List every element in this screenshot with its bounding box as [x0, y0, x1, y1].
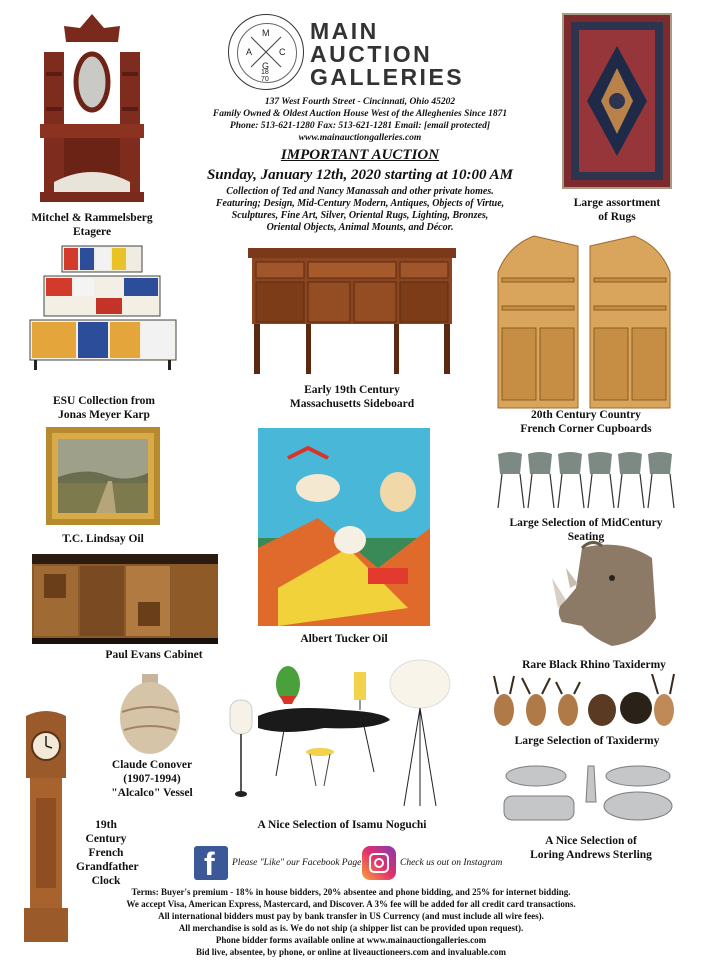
instagram-link-text[interactable]: Check us out on Instagram	[400, 858, 503, 868]
esu-shelf-photo	[28, 242, 178, 372]
cupboards-caption: 20th Century Country French Corner Cupboards	[520, 409, 652, 435]
terms-line: All merchandise is sold as is. We do not ship (a shipper list can be provided upon request).	[178, 923, 524, 933]
address: 137 West Fourth Street - Cincinnati, Ohio 45202	[264, 97, 456, 107]
conover-caption: Claude Conover (1907-1994) "Alcalco" Vessel	[111, 759, 193, 799]
featuring-line: Oriental Objects, Animal Mounts, and Décor.	[266, 222, 454, 233]
rug-photo	[561, 12, 673, 190]
featuring-line: Sculptures, Fine Art, Silver, Oriental Rugs, Lighting, Bronzes,	[231, 210, 489, 221]
tucker-caption: Albert Tucker Oil	[300, 633, 388, 645]
seating-caption: Large Selection of MidCentury Seating	[509, 517, 663, 543]
rugs-caption: Large assortment of Rugs	[573, 197, 661, 223]
instagram-icon[interactable]	[362, 846, 396, 880]
logo-letter: C	[279, 47, 286, 57]
conover-vessel-photo	[118, 672, 182, 756]
logo-year: 70	[261, 76, 269, 83]
corner-cupboards-photo	[494, 232, 674, 410]
auction-date: Sunday, January 12th, 2020 starting at 10:00 AM	[206, 167, 514, 183]
logo-letter: M	[262, 28, 270, 38]
contact-line: Phone: 513-621-1280 Fax: 513-621-1281 Email: [email protected]	[229, 121, 491, 131]
logo-letter: A	[246, 47, 253, 57]
tucker-painting-photo	[258, 428, 430, 626]
taxidermy-mounts-photo	[486, 674, 676, 732]
etagere-photo	[34, 12, 150, 208]
facebook-link-text[interactable]: Please "Like" our Facebook Page	[232, 858, 362, 868]
brand-name-line1: MAIN	[310, 18, 379, 44]
midcentury-chairs-photo	[494, 450, 676, 510]
sideboard-photo	[246, 246, 458, 376]
auction-title: IMPORTANT AUCTION	[280, 147, 440, 163]
logo-letter: G	[262, 61, 270, 71]
rhino-caption: Rare Black Rhino Taxidermy	[522, 659, 666, 671]
rhino-mount-photo	[552, 538, 662, 650]
noguchi-collection-photo	[224, 656, 460, 812]
tagline: Family Owned & Oldest Auction House West of the Alleghenies Since 1871	[212, 109, 508, 119]
terms-line: Terms: Buyer's premium - 18% in house bidders, 20% absentee and phone bidding, and 25% for internet bidding.	[131, 887, 571, 897]
logo-emblem	[228, 14, 304, 90]
sterling-silver-photo	[502, 762, 674, 826]
terms-line: We accept Visa, American Express, Mastercard, and Discover. A 3% fee will be added for all credit card transactions.	[126, 899, 576, 909]
taxidermy-caption: Large Selection of Taxidermy	[514, 735, 660, 747]
collection-line: Collection of Ted and Nancy Manassah and other private homes.	[226, 186, 494, 197]
brand-name-line2: AUCTION	[310, 41, 433, 67]
website-link[interactable]: www.mainauctiongalleries.com	[298, 133, 422, 143]
facebook-icon[interactable]: f	[194, 846, 228, 880]
brand-name-line3: GALLERIES	[310, 64, 465, 90]
logo-year: 18	[261, 69, 269, 76]
sideboard-caption: Early 19th Century Massachusetts Sideboard	[289, 384, 415, 410]
featuring-line: Featuring; Design, Mid-Century Modern, Antiques, Objects of Virtue,	[215, 198, 505, 209]
clock-caption: 19th Century French Grandfather Clock	[76, 819, 139, 887]
evans-caption: Paul Evans Cabinet	[105, 649, 203, 661]
terms-line: All international bidders must pay by bank transfer in US Currency (and must include all wire fees).	[158, 911, 544, 921]
lindsay-caption: T.C. Lindsay Oil	[62, 533, 144, 545]
terms-line: Phone bidder forms available online at www.mainauctiongalleries.com	[215, 935, 487, 945]
sterling-caption: A Nice Selection of Loring Andrews Sterling	[530, 835, 652, 861]
noguchi-caption: A Nice Selection of Isamu Noguchi	[257, 819, 427, 831]
terms-line: Bid live, absentee, by phone, or online at liveauctioneers.com and invaluable.com	[195, 947, 507, 957]
esu-caption: ESU Collection from Jonas Meyer Karp	[52, 395, 155, 421]
lindsay-painting-photo	[46, 427, 160, 525]
etagere-caption: Mitchel & Rammelsberg Etagere	[31, 212, 153, 238]
evans-cabinet-photo	[30, 552, 220, 644]
